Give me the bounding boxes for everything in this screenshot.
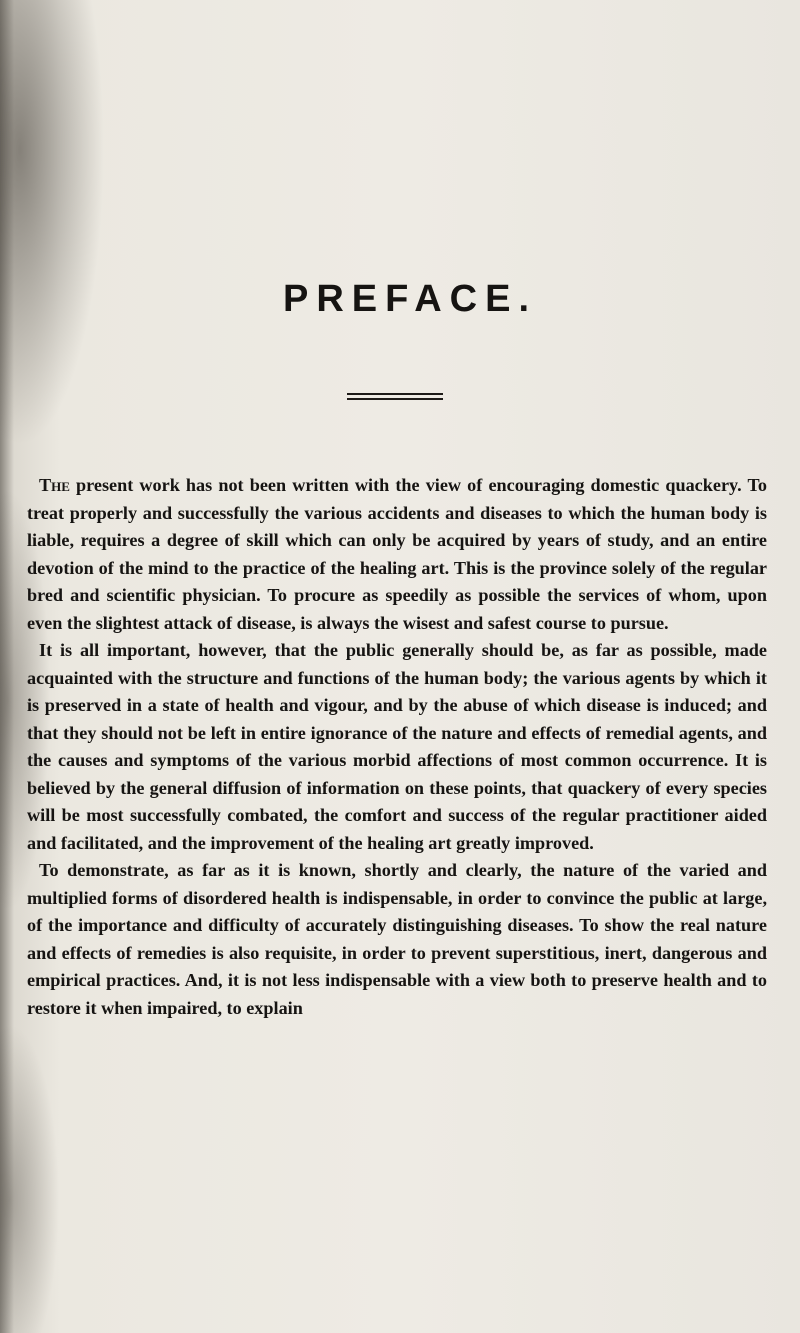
page-binding-shadow (0, 0, 14, 1333)
title-rule-top (347, 393, 443, 395)
page-title: PREFACE. (282, 278, 538, 320)
paragraph-2: It is all important, however, that the public generally should be, as far as possible, made acquainted with the structure and functions of the human body; the various agents by which it is preserved in a state of health and vigour, and by the abuse of which disease is induced; and that they should not be left in entire ignorance of the nature and effects of remedial agents, and the causes and symptoms of the various morbid affections of most common occurrence. It is believed by the general diffusion of information on these points, that quackery of every species will be most successfully combated, the comfort and success of the regular practitioner aided and facilitated, and the improvement of the healing art greatly improved. (27, 640, 767, 853)
paragraph-1-text: present work has not been written with the view of encouraging domestic quackery. To treat properly and successfully the various accidents and diseases to which the human body is liable, requires a degree of skill which can only be acquired by years of study, and an entire devotion of the mind to the practice of the healing art. This is the province solely of the regular bred and scientific physician. To procure as speedily as possible the services of whom, upon even the slightest attack of disease, is always the wisest and safest course to pursue. (27, 475, 767, 633)
title-rule-bottom (347, 398, 443, 400)
paragraph-1 (27, 472, 767, 637)
paragraph-3: To demonstrate, as far as it is known, shortly and clearly, the nature of the varied and multiplied forms of disordered health is indispensable, in order to convince the public at large, of the importance and difficulty of accurately distinguishing diseases. To show the real nature and effects of remedies is also requisite, in order to prevent superstitious, inert, dangerous and empirical practices. And, it is not less indispensable with a view both to preserve health and to restore it when impaired, to explain (27, 860, 767, 1018)
preface-body (27, 472, 767, 1022)
paragraph-1-lead: The (39, 475, 70, 495)
